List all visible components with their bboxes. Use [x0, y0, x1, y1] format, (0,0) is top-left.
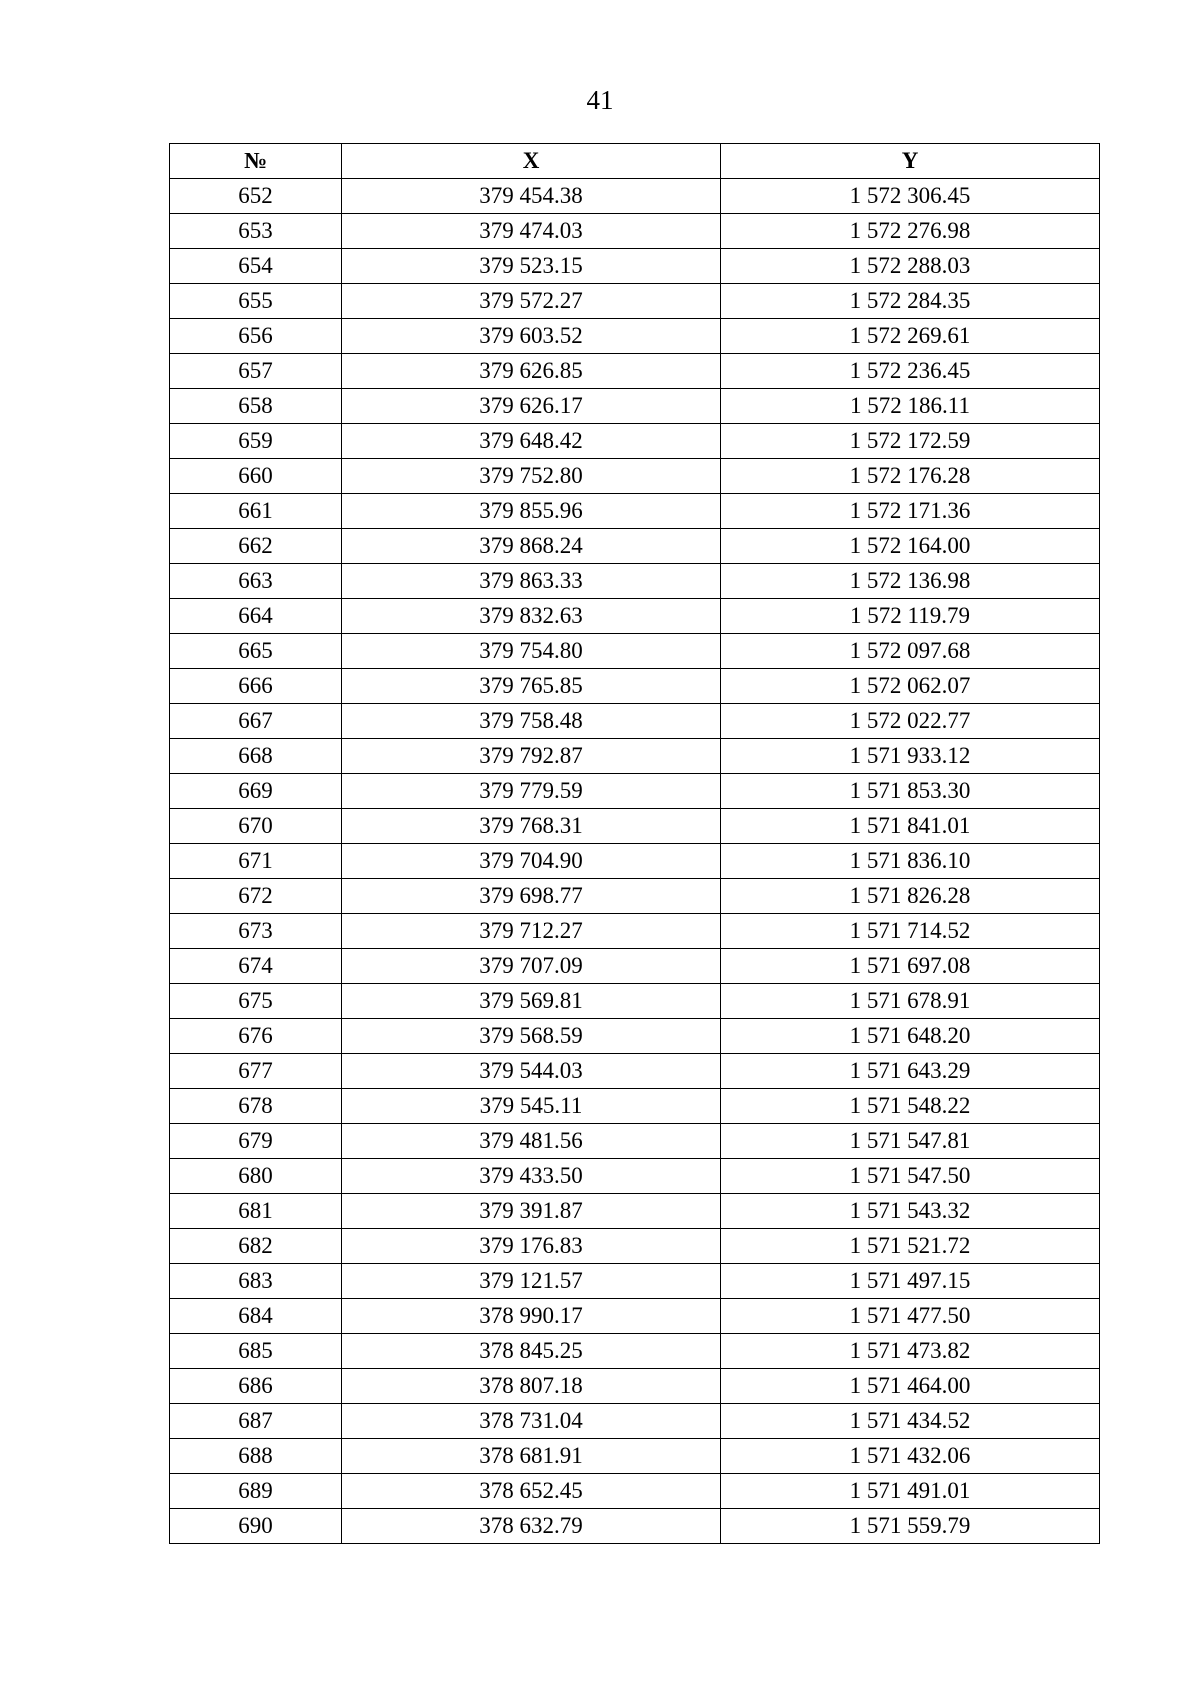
cell-number: 672 — [170, 879, 342, 914]
cell-number: 671 — [170, 844, 342, 879]
cell-x: 379 863.33 — [342, 564, 721, 599]
cell-y: 1 572 022.77 — [721, 704, 1100, 739]
cell-x: 379 433.50 — [342, 1159, 721, 1194]
cell-number: 656 — [170, 319, 342, 354]
cell-x: 379 648.42 — [342, 424, 721, 459]
column-header-y: Y — [721, 144, 1100, 179]
table-row — [170, 949, 1100, 984]
cell-y: 1 571 521.72 — [721, 1229, 1100, 1264]
table-row — [170, 1264, 1100, 1299]
cell-x: 378 632.79 — [342, 1509, 721, 1544]
cell-y: 1 571 547.50 — [721, 1159, 1100, 1194]
table-row — [170, 1054, 1100, 1089]
table-row — [170, 1194, 1100, 1229]
cell-number: 665 — [170, 634, 342, 669]
cell-x: 379 481.56 — [342, 1124, 721, 1159]
cell-y: 1 571 836.10 — [721, 844, 1100, 879]
table-row — [170, 1474, 1100, 1509]
cell-x: 379 768.31 — [342, 809, 721, 844]
cell-x: 379 792.87 — [342, 739, 721, 774]
cell-x: 379 712.27 — [342, 914, 721, 949]
cell-x: 379 707.09 — [342, 949, 721, 984]
cell-number: 675 — [170, 984, 342, 1019]
cell-y: 1 572 288.03 — [721, 249, 1100, 284]
cell-number: 684 — [170, 1299, 342, 1334]
cell-x: 379 544.03 — [342, 1054, 721, 1089]
cell-number: 659 — [170, 424, 342, 459]
cell-x: 379 754.80 — [342, 634, 721, 669]
cell-y: 1 571 491.01 — [721, 1474, 1100, 1509]
cell-x: 378 652.45 — [342, 1474, 721, 1509]
cell-number: 674 — [170, 949, 342, 984]
cell-y: 1 571 497.15 — [721, 1264, 1100, 1299]
cell-y: 1 572 276.98 — [721, 214, 1100, 249]
cell-y: 1 572 172.59 — [721, 424, 1100, 459]
cell-x: 379 752.80 — [342, 459, 721, 494]
table-row — [170, 1229, 1100, 1264]
cell-number: 663 — [170, 564, 342, 599]
cell-y: 1 571 697.08 — [721, 949, 1100, 984]
cell-x: 379 121.57 — [342, 1264, 721, 1299]
cell-number: 679 — [170, 1124, 342, 1159]
table-row — [170, 1334, 1100, 1369]
table-row — [170, 529, 1100, 564]
cell-number: 667 — [170, 704, 342, 739]
column-header-x: X — [342, 144, 721, 179]
cell-x: 379 454.38 — [342, 179, 721, 214]
table-header-row — [170, 144, 1100, 179]
cell-x: 379 176.83 — [342, 1229, 721, 1264]
cell-number: 655 — [170, 284, 342, 319]
table-row — [170, 1299, 1100, 1334]
cell-y: 1 571 477.50 — [721, 1299, 1100, 1334]
table-row — [170, 879, 1100, 914]
table-row — [170, 249, 1100, 284]
cell-y: 1 571 714.52 — [721, 914, 1100, 949]
cell-x: 379 626.85 — [342, 354, 721, 389]
cell-y: 1 571 547.81 — [721, 1124, 1100, 1159]
table-row — [170, 739, 1100, 774]
cell-y: 1 571 464.00 — [721, 1369, 1100, 1404]
cell-number: 664 — [170, 599, 342, 634]
cell-y: 1 571 841.01 — [721, 809, 1100, 844]
table-row — [170, 1509, 1100, 1544]
cell-y: 1 572 119.79 — [721, 599, 1100, 634]
cell-number: 670 — [170, 809, 342, 844]
cell-number: 678 — [170, 1089, 342, 1124]
cell-y: 1 572 171.36 — [721, 494, 1100, 529]
cell-y: 1 572 164.00 — [721, 529, 1100, 564]
cell-x: 378 731.04 — [342, 1404, 721, 1439]
table-row — [170, 214, 1100, 249]
cell-number: 661 — [170, 494, 342, 529]
table-row — [170, 354, 1100, 389]
table-row — [170, 1404, 1100, 1439]
coordinates-table — [169, 143, 1100, 1544]
cell-number: 662 — [170, 529, 342, 564]
cell-x: 379 523.15 — [342, 249, 721, 284]
cell-x: 379 474.03 — [342, 214, 721, 249]
cell-y: 1 572 186.11 — [721, 389, 1100, 424]
column-header-number: № — [170, 144, 342, 179]
table-row — [170, 704, 1100, 739]
table-row — [170, 1159, 1100, 1194]
cell-x: 378 681.91 — [342, 1439, 721, 1474]
table-row — [170, 179, 1100, 214]
table-row — [170, 914, 1100, 949]
cell-number: 653 — [170, 214, 342, 249]
cell-number: 680 — [170, 1159, 342, 1194]
cell-x: 379 568.59 — [342, 1019, 721, 1054]
table-row — [170, 494, 1100, 529]
cell-y: 1 571 434.52 — [721, 1404, 1100, 1439]
cell-x: 379 572.27 — [342, 284, 721, 319]
cell-x: 379 855.96 — [342, 494, 721, 529]
cell-y: 1 571 826.28 — [721, 879, 1100, 914]
cell-y: 1 571 548.22 — [721, 1089, 1100, 1124]
cell-number: 689 — [170, 1474, 342, 1509]
cell-number: 658 — [170, 389, 342, 424]
cell-x: 379 603.52 — [342, 319, 721, 354]
cell-x: 378 990.17 — [342, 1299, 721, 1334]
cell-x: 379 868.24 — [342, 529, 721, 564]
cell-number: 654 — [170, 249, 342, 284]
cell-number: 669 — [170, 774, 342, 809]
cell-number: 690 — [170, 1509, 342, 1544]
table-row — [170, 1439, 1100, 1474]
cell-y: 1 572 097.68 — [721, 634, 1100, 669]
cell-y: 1 571 933.12 — [721, 739, 1100, 774]
cell-number: 673 — [170, 914, 342, 949]
cell-x: 379 545.11 — [342, 1089, 721, 1124]
table-row — [170, 424, 1100, 459]
cell-number: 681 — [170, 1194, 342, 1229]
cell-y: 1 572 284.35 — [721, 284, 1100, 319]
table-row — [170, 809, 1100, 844]
cell-number: 688 — [170, 1439, 342, 1474]
table-body — [170, 179, 1100, 1544]
cell-number: 657 — [170, 354, 342, 389]
cell-number: 686 — [170, 1369, 342, 1404]
table-row — [170, 564, 1100, 599]
cell-y: 1 571 473.82 — [721, 1334, 1100, 1369]
table-row — [170, 844, 1100, 879]
table-row — [170, 1124, 1100, 1159]
cell-y: 1 572 176.28 — [721, 459, 1100, 494]
cell-number: 685 — [170, 1334, 342, 1369]
table-row — [170, 459, 1100, 494]
cell-x: 378 807.18 — [342, 1369, 721, 1404]
cell-number: 668 — [170, 739, 342, 774]
page-number: 41 — [586, 85, 614, 115]
cell-x: 379 391.87 — [342, 1194, 721, 1229]
cell-number: 677 — [170, 1054, 342, 1089]
table-row — [170, 389, 1100, 424]
cell-y: 1 572 062.07 — [721, 669, 1100, 704]
cell-number: 666 — [170, 669, 342, 704]
table-row — [170, 1369, 1100, 1404]
cell-y: 1 572 236.45 — [721, 354, 1100, 389]
cell-number: 687 — [170, 1404, 342, 1439]
cell-y: 1 571 643.29 — [721, 1054, 1100, 1089]
cell-x: 379 626.17 — [342, 389, 721, 424]
cell-y: 1 572 136.98 — [721, 564, 1100, 599]
cell-y: 1 571 678.91 — [721, 984, 1100, 1019]
cell-y: 1 571 648.20 — [721, 1019, 1100, 1054]
cell-x: 379 569.81 — [342, 984, 721, 1019]
cell-number: 652 — [170, 179, 342, 214]
cell-y: 1 571 543.32 — [721, 1194, 1100, 1229]
cell-y: 1 572 269.61 — [721, 319, 1100, 354]
table-row — [170, 984, 1100, 1019]
table-row — [170, 284, 1100, 319]
table-row — [170, 1019, 1100, 1054]
table-row — [170, 774, 1100, 809]
cell-x: 379 704.90 — [342, 844, 721, 879]
cell-x: 378 845.25 — [342, 1334, 721, 1369]
table-row — [170, 319, 1100, 354]
cell-y: 1 571 559.79 — [721, 1509, 1100, 1544]
cell-y: 1 572 306.45 — [721, 179, 1100, 214]
cell-number: 683 — [170, 1264, 342, 1299]
cell-x: 379 832.63 — [342, 599, 721, 634]
cell-number: 682 — [170, 1229, 342, 1264]
cell-x: 379 698.77 — [342, 879, 721, 914]
cell-x: 379 758.48 — [342, 704, 721, 739]
cell-x: 379 765.85 — [342, 669, 721, 704]
cell-x: 379 779.59 — [342, 774, 721, 809]
cell-number: 676 — [170, 1019, 342, 1054]
cell-number: 660 — [170, 459, 342, 494]
cell-y: 1 571 853.30 — [721, 774, 1100, 809]
table-row — [170, 1089, 1100, 1124]
table-row — [170, 634, 1100, 669]
table-row — [170, 669, 1100, 704]
cell-y: 1 571 432.06 — [721, 1439, 1100, 1474]
table-row — [170, 599, 1100, 634]
